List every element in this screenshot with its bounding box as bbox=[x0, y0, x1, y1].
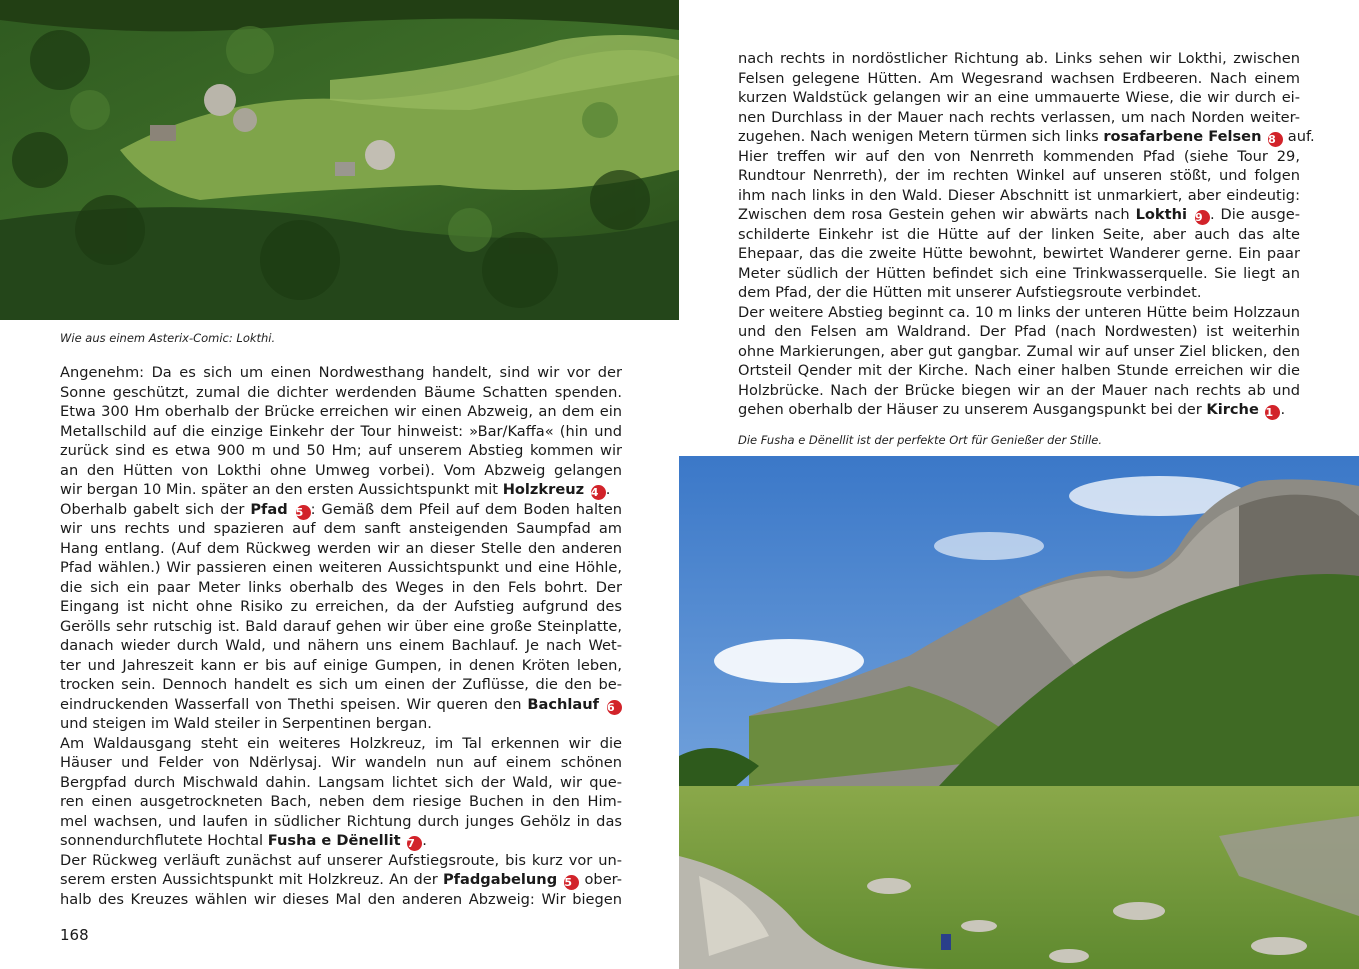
text-line: Der weitere Abstieg beginnt ca. 10 m links der unteren Hütte beim Holzzaun bbox=[738, 303, 1300, 321]
keyword-fusha: Fusha e Dënellit bbox=[267, 832, 401, 849]
page-number: 168 bbox=[60, 926, 89, 944]
text-line: wir bergan 10 Min. später an den ersten Aussichtspunkt mit Holzkreuz 4 . bbox=[60, 481, 611, 499]
text-line: halb des Kreuzes wählen wir dieses Mal den anderen Abzweig: Wir biegen bbox=[60, 890, 622, 908]
text-line: Metallschild auf die einzige Einkehr der Tour hinweist: »Bar/Kaffa« (hin und bbox=[60, 422, 622, 440]
text-line: ter und Jahreszeit kann er bis auf einige Gumpen, in denen Kröten leben, bbox=[60, 656, 622, 674]
waypoint-marker-1: 1 bbox=[1265, 405, 1280, 420]
text-line: gehen oberhalb der Häuser zu unserem Ausgangspunkt bei der Kirche 1 . bbox=[738, 401, 1286, 419]
text-line: Meter südlich der Hütten befindet sich eine Trinkwasserquelle. Sie liegt an bbox=[738, 264, 1300, 282]
text-line: eindruckenden Wasserfall von Thethi speisen. Wir queren den Bachlauf 6 bbox=[60, 695, 622, 715]
text-line: zurück sind es etwa 900 m und 50 Hm; auf unserem Abstieg kommen wir bbox=[60, 442, 622, 459]
text-line: Etwa 300 Hm oberhalb der Brücke erreichen wir einen Abzweig, an dem ein bbox=[60, 403, 622, 420]
text-line: schilderte Einkehr ist die Hütte auf der linken Seite, aber auch das alte bbox=[738, 225, 1300, 243]
keyword-kirche: Kirche bbox=[1206, 401, 1259, 418]
keyword-pfadgabelung: Pfadgabelung bbox=[442, 871, 558, 888]
text-line: Gerölls sehr rutschig ist. Bald darauf gehen wir über eine große Steinplatte, bbox=[60, 617, 622, 635]
text-line: Rundtour Nenrreth), der im rechten Winkel auf unseren stößt, und folgen bbox=[738, 167, 1300, 184]
waypoint-marker-9: 9 bbox=[1195, 210, 1210, 225]
text-line: und den Felsen am Waldrand. Der Pfad (nach Nordwesten) ist weiterhin bbox=[738, 323, 1300, 340]
waypoint-marker-7: 7 bbox=[407, 836, 422, 851]
text-line: kurzen Waldstück gelangen wir an eine ummauerte Wiese, die wir durch ei- bbox=[738, 89, 1300, 106]
text-line: Der Rückweg verläuft zunächst auf unserer Aufstiegsroute, bis kurz vor un- bbox=[60, 851, 622, 869]
text-line: nach rechts in nordöstlicher Richtung ab. Links sehen wir Lokthi, zwischen bbox=[738, 50, 1300, 67]
text-line: Hang entlang. (Auf dem Rückweg werden wir an dieser Stelle den anderen bbox=[60, 539, 622, 557]
text-line: trocken sein. Dennoch handelt es sich um einen der Zuflüsse, die den be- bbox=[60, 676, 622, 693]
text-line: Sonne geschützt, zumal die dichter werdenden Bäume Schatten spenden. bbox=[60, 383, 622, 401]
text-line: sonnendurchflutete Hochtal Fusha e Dënellit 7 . bbox=[60, 832, 427, 850]
text-line: Hier treffen wir auf den von Nenrreth kommenden Pfad (siehe Tour 29, bbox=[738, 147, 1300, 165]
waypoint-marker-6: 6 bbox=[607, 700, 622, 715]
keyword-lokthi: Lokthi bbox=[1135, 206, 1188, 223]
text-line: Oberhalb gabelt sich der Pfad 5 : Gemäß dem Pfeil auf dem Boden halten bbox=[60, 500, 622, 519]
body-text-right bbox=[738, 49, 1315, 420]
text-line: Ehepaar, das die zweite Hütte bewohnt, bewirtet Wanderer gerne. Ein paar bbox=[738, 245, 1300, 262]
keyword-holzkreuz: Holzkreuz bbox=[502, 481, 585, 498]
text-line: zugehen. Nach wenigen Metern türmen sich links rosafarbene Felsen 8 auf. bbox=[738, 128, 1315, 146]
waypoint-marker-8: 8 bbox=[1268, 132, 1283, 147]
text-line: Häuser und Felder von Ndërlysaj. Wir wandeln nun auf einem schönen bbox=[60, 754, 622, 771]
photo-lokthi bbox=[0, 0, 679, 320]
text-line: Bergpfad durch Mischwald dahin. Langsam lichtet sich der Wald, wir que- bbox=[60, 773, 622, 791]
keyword-rosafarbene-felsen: rosafarbene Felsen bbox=[1103, 128, 1262, 145]
text-line: nen Durchlass in der Mauer nach rechts verlassen, um nach Norden weiter- bbox=[738, 108, 1300, 126]
photo-fusha-e-denellit bbox=[679, 456, 1359, 969]
waypoint-marker-4: 4 bbox=[591, 485, 606, 500]
text-line: danach wieder durch Wald, und nähern uns einem Bachlauf. Je nach Wet- bbox=[60, 637, 622, 654]
keyword-bachlauf: Bachlauf bbox=[527, 695, 600, 713]
text-line: ohne Markierungen, aber gut gangbar. Zumal wir auf unser Ziel blicken, den bbox=[738, 342, 1300, 360]
text-line: Zwischen dem rosa Gestein gehen wir abwärts nach Lokthi 9 . Die ausge- bbox=[738, 206, 1301, 224]
text-line: ren einen ausgetrockneten Bach, neben dem riesige Buchen in den Him- bbox=[60, 793, 622, 810]
text-line: Am Waldausgang steht ein weiteres Holzkreuz, im Tal erkennen wir die bbox=[60, 734, 622, 752]
text-line: dem Pfad, der die Hütten mit unserer Aufstiegsroute verbindet. bbox=[738, 284, 1202, 301]
text-line: serem ersten Aussichtspunkt mit Holzkreuz. An der Pfadgabelung 5 ober- bbox=[60, 871, 623, 889]
caption-lokthi: Wie aus einem Asterix-Comic: Lokthi. bbox=[60, 331, 276, 345]
text-line: Angenehm: Da es sich um einen Nordwesthang handelt, sind wir vor der bbox=[60, 364, 622, 381]
text-line: Ortsteil Qender mit der Kirche. Nach einer halben Stunde erreichen wir die bbox=[738, 362, 1300, 379]
waypoint-marker-5: 5 bbox=[296, 505, 311, 520]
text-line: ihm nach links in den Wald. Dieser Abschnitt ist unmarkiert, aber eindeutig: bbox=[738, 186, 1300, 204]
caption-fusha: Die Fusha e Dënellit ist der perfekte Ort für Genießer der Stille. bbox=[738, 433, 1103, 447]
text-line: Pfad wählen.) Wir passieren einen weiteren Aussichtspunkt und eine Höhle, bbox=[60, 559, 622, 576]
text-line: Holzbrücke. Nach der Brücke biegen wir an der Mauer nach rechts ab und bbox=[738, 381, 1300, 399]
text-line: an den Hütten von Lokthi ohne Umweg vorbei). Vom Abzweig gelangen bbox=[60, 461, 622, 479]
text-line: mel wachsen, und laufen in südlicher Richtung durch junges Gehölz in das bbox=[60, 812, 622, 830]
text-line: die sich ein paar Meter links oberhalb des Weges in den Fels bohrt. Der bbox=[60, 578, 622, 596]
text-line: und steigen im Wald steiler in Serpentinen bergan. bbox=[60, 715, 432, 732]
waypoint-marker-5b: 5 bbox=[564, 875, 579, 890]
body-text-left bbox=[60, 363, 622, 909]
text-line: Eingang ist nicht ohne Risiko zu erreichen, da der Aufstieg aufgrund des bbox=[60, 598, 622, 615]
text-line: Felsen gelegene Hütten. Am Wegesrand wachsen Erdbeeren. Nach einem bbox=[738, 69, 1300, 87]
text-line: wir uns rechts und spazieren auf dem sanft ansteigenden Saumpfad am bbox=[60, 520, 622, 537]
keyword-pfad: Pfad bbox=[250, 500, 288, 518]
